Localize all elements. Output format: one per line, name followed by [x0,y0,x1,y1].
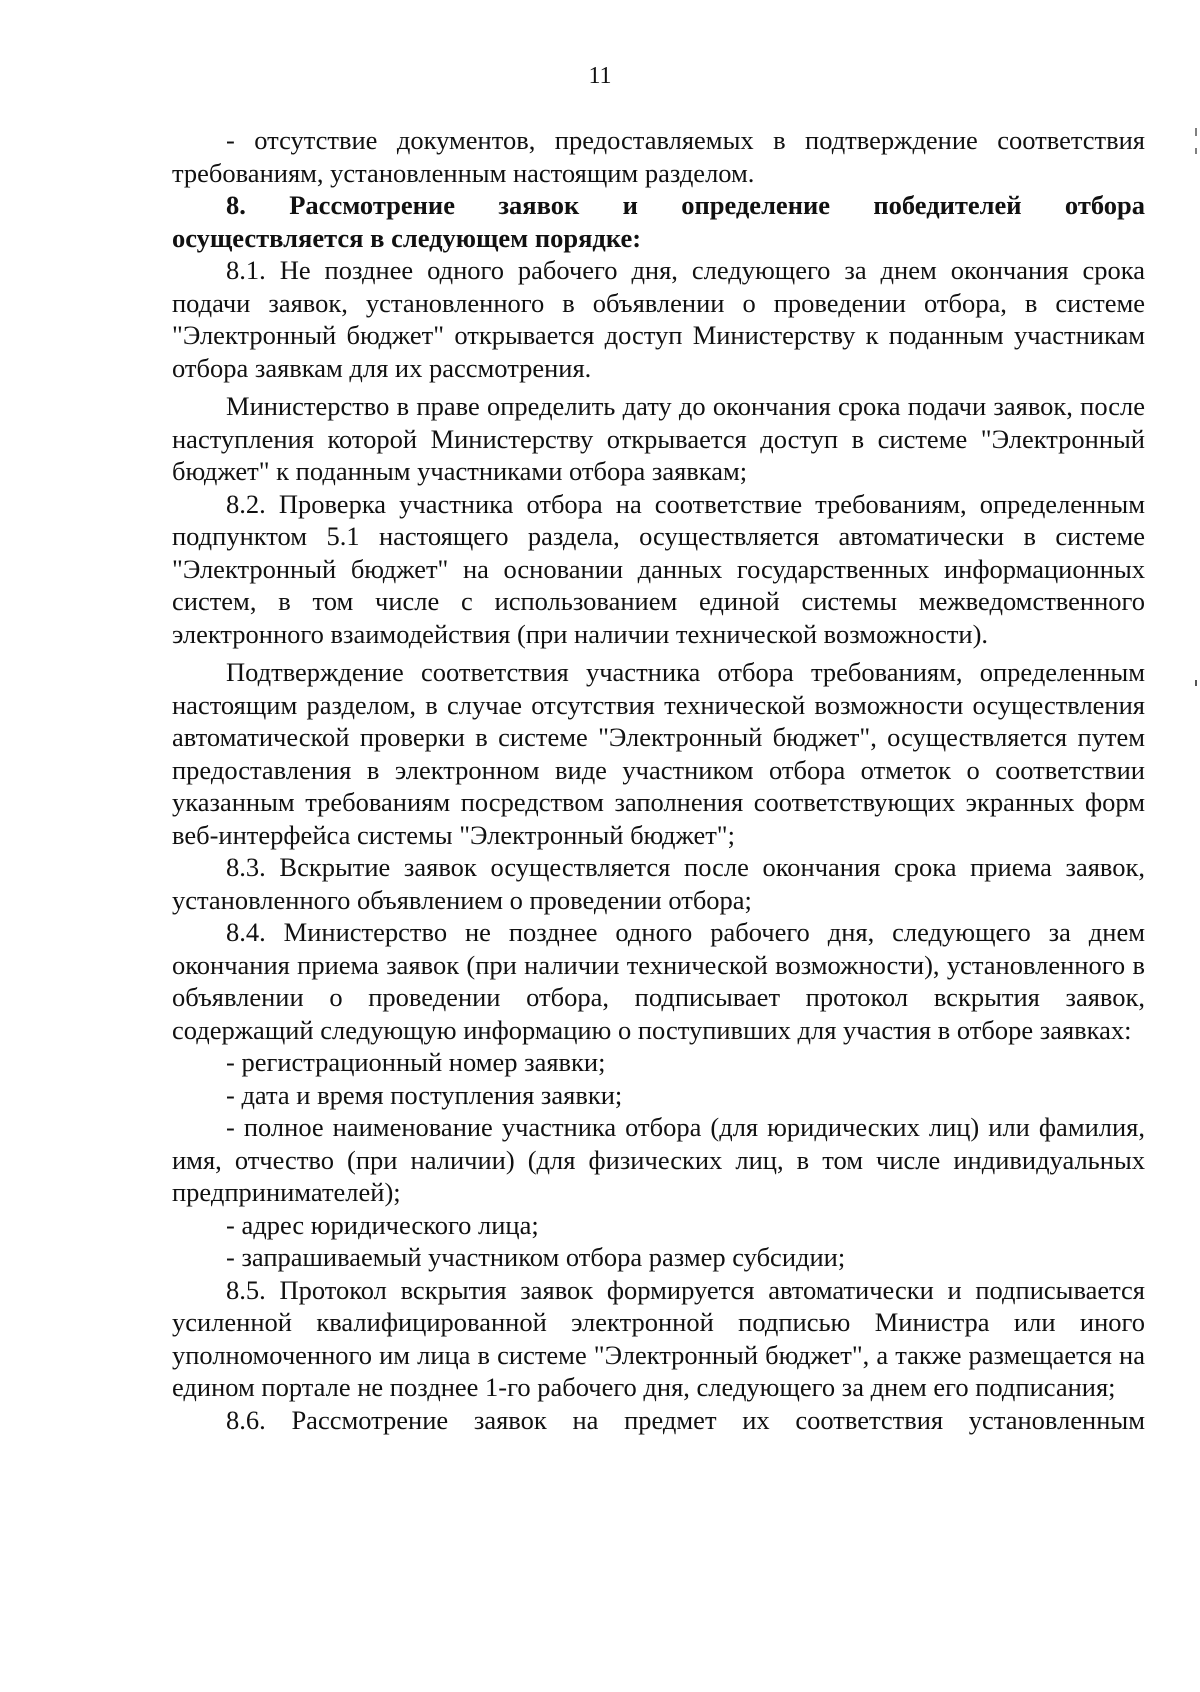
paragraph-8-3: 8.3. Вскрытие заявок осуществляется после окончания срока приема заявок, установленного объявлением о проведении отбора; [172,852,1145,915]
section-8-heading: 8. Рассмотрение заявок и определение победителей отбора [226,190,1145,220]
list-item-subsidy-amount: - запрашиваемый участником отбора размер субсидии; [226,1242,846,1272]
list-item-registration-number: - регистрационный номер заявки; [226,1047,606,1077]
paragraph-missing-documents: - отсутствие документов, предоставляемых в подтверждение соответствия требованиям, установленным настоящим разделом. [172,125,1145,188]
list-item-full-name: - полное наименование участника отбора (для юридических лиц) или фамилия, имя, отчество (при наличии) (для физических лиц, в том числе индивидуальных предпринимателей); [172,1112,1145,1207]
list-item-legal-address: - адрес юридического лица; [226,1209,539,1240]
scan-edge-marks [1188,120,1200,1020]
paragraph-8-2: 8.2. Проверка участника отбора на соответствие требованиям, определенным подпунктом 5.1 настоящего раздела, осуществляется автоматически в системе "Электронный бюджет" на основании данных государственных информационных систем, в том числе с использованием единой системы межведомственного электронного взаимодействия (при наличии технической возможности). [172,488,1145,649]
paragraph-8-1-ministry-date: Министерство в праве определить дату до окончания срока подачи заявок, после наступления которой Министерству открывается доступ в системе "Электронный бюджет" к поданным участниками отбора заявкам; [172,391,1145,486]
list-item-date-time: - дата и время поступления заявки; [226,1079,623,1110]
paragraph-8-1: 8.1. Не позднее одного рабочего дня, следующего за днем окончания срока подачи заявок, установленного в объявлении о проведении отбора, в системе "Электронный бюджет" открывается доступ Министерству к поданным участникам отбора заявкам для их рассмотрения. [172,255,1145,383]
paragraph-8-6: 8.6. Рассмотрение заявок на предмет их соответствия установленным [226,1404,1145,1435]
document-body [172,124,1145,1436]
paragraph-8-2-confirmation: Подтверждение соответствия участника отбора требованиям, определенным настоящим разделом, в случае отсутствия технической возможности осуществления автоматической проверки в системе "Электронный бюджет", осуществляется путем предоставления в электронном виде участником отбора отметок о соответствии указанным требованиям посредством заполнения соответствующих экранных форм веб-интерфейса системы "Электронный бюджет"; [172,657,1145,850]
paragraph-8-5: 8.5. Протокол вскрытия заявок формируется автоматически и подписывается усиленной квалифицированной электронной подписью Министра или иного уполномоченного им лица в системе "Электронный бюджет", а также размещается на едином портале не позднее 1-го рабочего дня, следующего за днем его подписания; [172,1274,1145,1402]
section-8-heading-continuation: осуществляется в следующем порядке: [172,222,642,253]
page-number: 11 [588,63,612,89]
paragraph-8-4: 8.4. Министерство не позднее одного рабочего дня, следующего за днем окончания приема заявок (при наличии технической возможности), установленного в объявлении о проведении отбора, подписывает протокол вскрытия заявок, содержащий следующую информацию о поступивших для участия в отборе заявках: [172,917,1145,1045]
